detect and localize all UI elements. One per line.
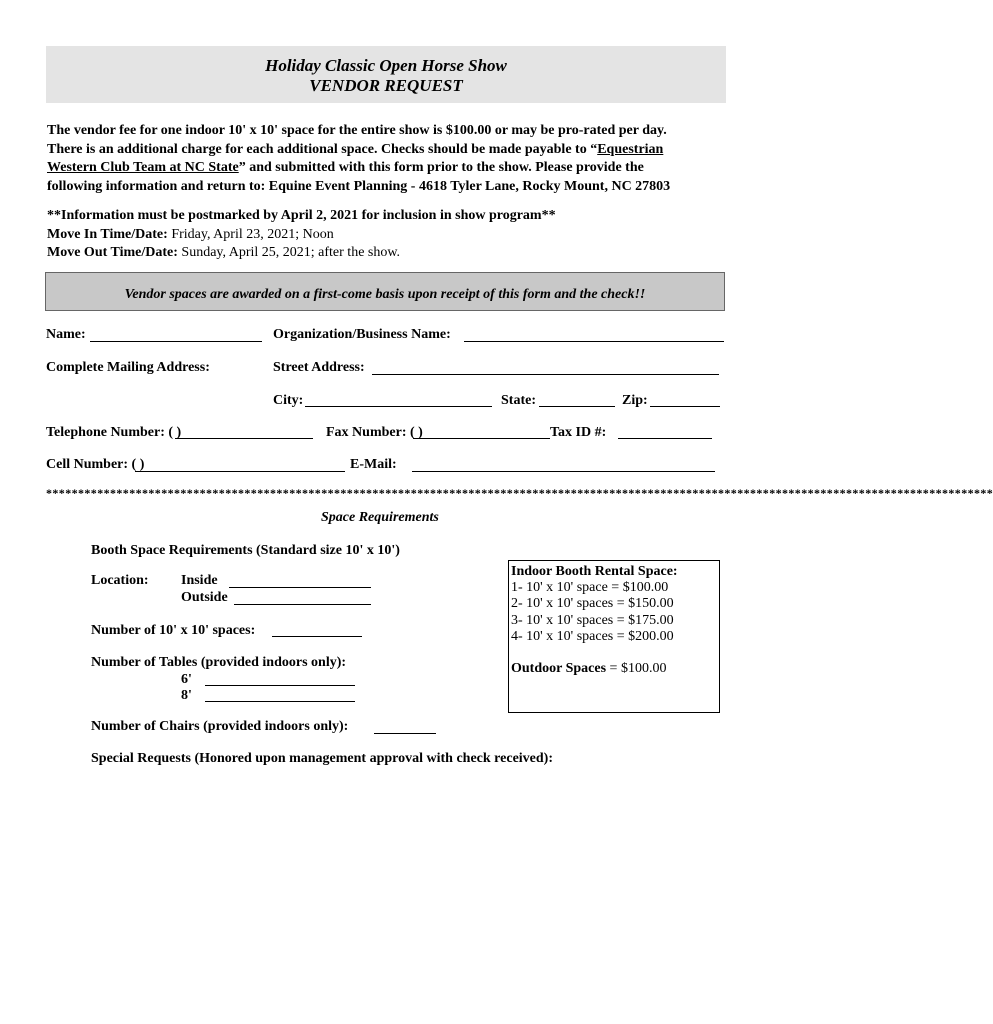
inside-field[interactable]	[229, 587, 371, 588]
fax-field[interactable]	[413, 438, 550, 439]
rental-row: 3- 10' x 10' spaces = $175.00	[511, 612, 674, 628]
state-label: State:	[501, 393, 536, 408]
num-spaces-label: Number of 10' x 10' spaces:	[91, 623, 256, 638]
show-title: Holiday Classic Open Horse Show	[265, 56, 507, 75]
telephone-field[interactable]	[175, 438, 313, 439]
outdoor-spaces: Outdoor Spaces = $100.00	[511, 661, 667, 677]
state-field[interactable]	[539, 406, 615, 407]
banner-text: Vendor spaces are awarded on a first-come basis upon receipt of this form and the check!!	[124, 287, 646, 302]
special-requests-label: Special Requests (Honored upon management approval with check received):	[91, 751, 553, 766]
rental-row: 2- 10' x 10' spaces = $150.00	[511, 596, 674, 612]
eight-foot-label: 8'	[181, 688, 192, 703]
mailing-label: Complete Mailing Address:	[46, 360, 210, 375]
street-label: Street Address:	[273, 360, 365, 375]
intro-line-1: The vendor fee for one indoor 10' x 10' space for the entire show is $100.00 or may be pro-rated per day.	[47, 123, 667, 138]
city-label: City:	[273, 393, 304, 408]
space-heading: Space Requirements	[321, 510, 439, 525]
first-come-banner	[45, 272, 725, 311]
street-field[interactable]	[372, 374, 719, 375]
num-tables-label: Number of Tables (provided indoors only):	[91, 655, 347, 670]
outside-label: Outside	[181, 590, 228, 605]
rental-heading: Indoor Booth Rental Space:	[511, 564, 678, 579]
eight-foot-field[interactable]	[205, 701, 355, 702]
outside-field[interactable]	[234, 604, 371, 605]
six-foot-field[interactable]	[205, 685, 355, 686]
zip-field[interactable]	[650, 406, 720, 407]
rental-row: 4- 10' x 10' spaces = $200.00	[511, 628, 674, 644]
title-banner	[46, 46, 726, 103]
num-spaces-field[interactable]	[272, 636, 362, 637]
intro-line-4: following information and return to: Equine Event Planning - 4618 Tyler Lane, Rocky Mount, NC 27803	[47, 178, 671, 194]
star-divider: ****************************************************************************************************************************************************	[46, 486, 993, 500]
org-label: Organization/Business Name:	[273, 327, 451, 342]
intro-line-3: Western Club Team at NC State” and submitted with this form prior to the show. Please provide the	[47, 160, 644, 175]
six-foot-label: 6'	[181, 672, 192, 687]
name-field[interactable]	[90, 341, 262, 342]
intro-line-2: There is an additional charge for each additional space. Checks should be made payable to “Equestrian	[47, 141, 664, 157]
name-label: Name:	[46, 327, 86, 342]
num-chairs-field[interactable]	[374, 733, 436, 734]
inside-label: Inside	[181, 573, 218, 588]
num-chairs-label: Number of Chairs (provided indoors only):	[91, 719, 349, 734]
booth-requirements: Booth Space Requirements (Standard size 10' x 10')	[91, 543, 400, 558]
location-label: Location:	[91, 573, 149, 588]
rental-price-box	[508, 560, 720, 713]
taxid-label: Tax ID #:	[550, 425, 607, 440]
form-title: VENDOR REQUEST	[309, 76, 463, 95]
move-out: Move Out Time/Date: Sunday, April 25, 2021; after the show.	[47, 245, 401, 260]
fax-label: Fax Number: ( )	[326, 425, 423, 440]
taxid-field[interactable]	[618, 438, 712, 439]
cell-field[interactable]	[135, 471, 345, 472]
cell-label: Cell Number: ( )	[46, 457, 145, 472]
zip-label: Zip:	[622, 393, 648, 408]
move-in: Move In Time/Date: Friday, April 23, 2021; Noon	[47, 226, 334, 242]
telephone-label: Telephone Number: ( )	[46, 425, 182, 440]
deadline-note: **Information must be postmarked by April 2, 2021 for inclusion in show program**	[47, 208, 556, 223]
email-field[interactable]	[412, 471, 715, 472]
intro-paragraph	[47, 122, 727, 196]
email-label: E-Mail:	[350, 457, 397, 472]
org-field[interactable]	[464, 341, 724, 342]
city-field[interactable]	[305, 406, 492, 407]
rental-row: 1- 10' x 10' space = $100.00	[511, 580, 669, 596]
dates-section	[47, 207, 727, 263]
